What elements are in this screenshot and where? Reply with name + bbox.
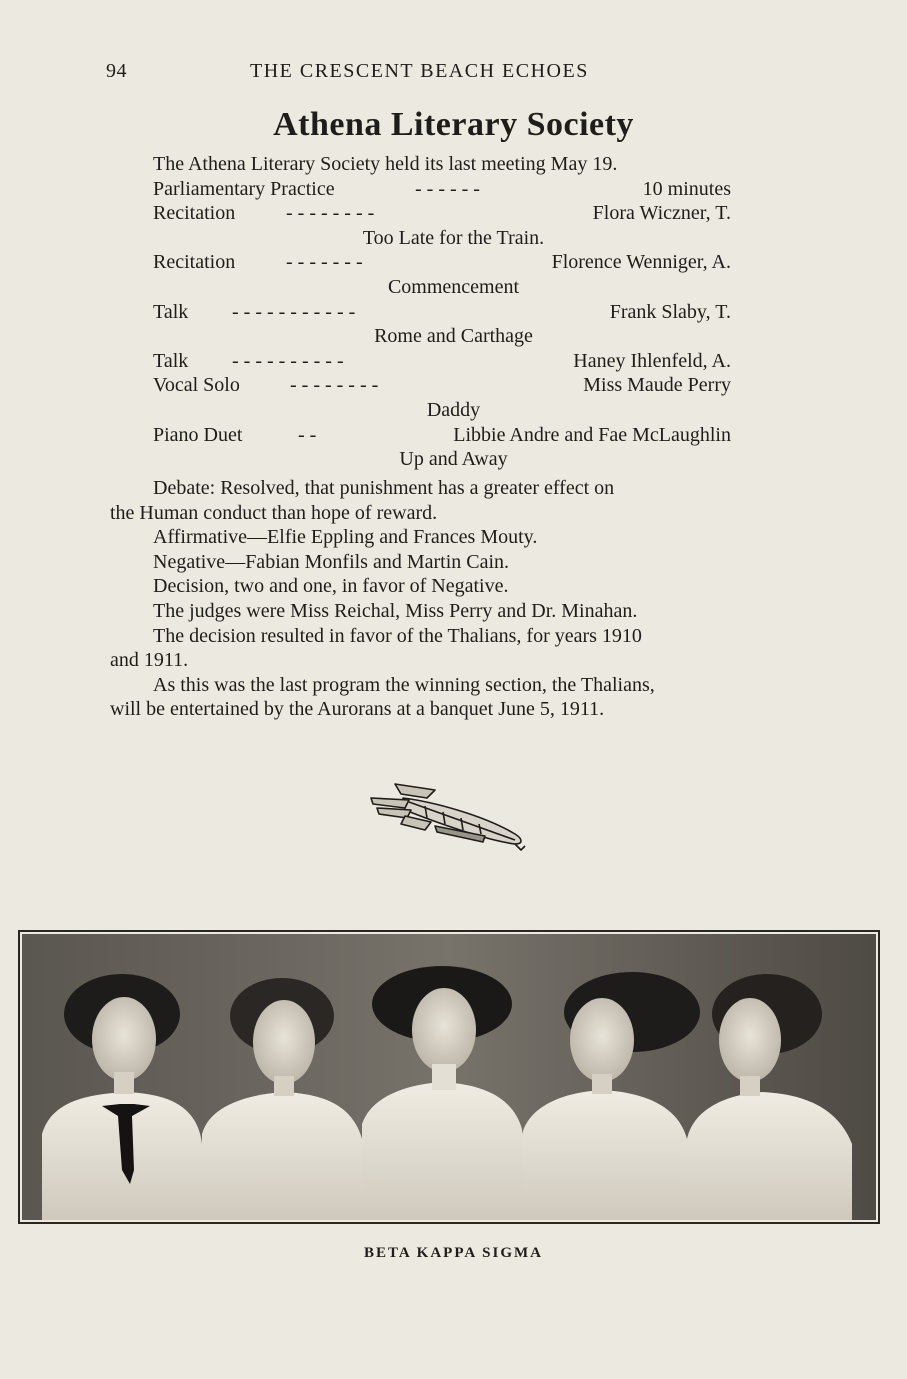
program-item-title: Vocal Solo <box>153 374 240 397</box>
closing-line <box>0 673 907 698</box>
program-item-performer: Miss Maude Perry <box>583 374 731 397</box>
program-item-performer: Flora Wiczner, T. <box>592 202 731 225</box>
program-item <box>0 373 907 398</box>
program-item <box>0 177 907 202</box>
article-title: Athena Literary Society <box>273 106 634 143</box>
program-item-dashes: - - - - - - - <box>286 251 363 274</box>
judges-text: The judges were Miss Reichal, Miss Perry and Dr. Minahan. <box>153 600 638 622</box>
program-subtitle: Up and Away <box>399 448 508 471</box>
program-item-performer: Frank Slaby, T. <box>609 300 731 323</box>
program-subtitle: Commencement <box>387 276 520 298</box>
airship-illustration-icon <box>365 776 530 852</box>
decision-line <box>0 574 907 599</box>
program-subtitle: Daddy <box>426 399 481 421</box>
group-photo-image <box>22 934 876 1220</box>
result-line <box>0 648 907 673</box>
judges-line <box>0 599 907 624</box>
debate-line <box>0 476 907 501</box>
program-subtitle-line <box>0 398 907 423</box>
intro-text: The Athena Literary Society held its last meeting May 19. <box>153 153 618 175</box>
program-item-title: Piano Duet <box>153 423 243 446</box>
program-item-performer: Libbie Andre and Fae McLaughlin <box>453 423 731 446</box>
program-item-dashes: - - - - - - - - <box>290 374 379 397</box>
program-item <box>0 423 907 448</box>
program-subtitle-line <box>0 226 907 251</box>
program-item-title: Talk <box>153 349 189 372</box>
running-head <box>0 60 907 86</box>
negative-line <box>0 550 907 575</box>
program-item-dashes: - - - - - - - - - - <box>232 349 344 372</box>
page-number: 94 <box>106 60 127 82</box>
program-item-title: Parliamentary Practice <box>153 177 335 200</box>
program-item-performer: 10 minutes <box>642 177 731 200</box>
program-item-performer: Haney Ihlenfeld, A. <box>573 349 731 372</box>
debate-line <box>0 501 907 526</box>
program-item <box>0 300 907 325</box>
program-item-title: Talk <box>153 300 189 323</box>
group-photo <box>18 930 880 1224</box>
affirmative-text: Affirmative—Elfie Eppling and Frances Mouty. <box>153 526 538 549</box>
program-subtitle-line <box>0 324 907 349</box>
decision-text: Decision, two and one, in favor of Negative. <box>153 575 509 598</box>
closing-text: will be entertained by the Aurorans at a banquet June 5, 1911. <box>110 698 605 721</box>
program-subtitle-line <box>0 447 907 472</box>
result-text: The decision resulted in favor of the Thalians, for years 1910 <box>153 624 642 647</box>
program-item <box>0 201 907 226</box>
intro-line <box>0 152 907 177</box>
program-subtitle-line <box>0 275 907 300</box>
program-subtitle: Rome and Carthage <box>374 325 533 348</box>
program-item-performer: Florence Wenniger, A. <box>551 251 731 274</box>
program-item-title: Recitation <box>153 202 236 225</box>
debate-text: the Human conduct than hope of reward. <box>110 501 438 524</box>
program-item <box>0 349 907 374</box>
result-line <box>0 624 907 649</box>
program-item-dashes: - - <box>298 423 317 446</box>
program-item-dashes: - - - - - - - - <box>286 202 375 225</box>
program-item-dashes: - - - - - - <box>415 177 480 200</box>
debate-text: Debate: Resolved, that punishment has a greater effect on <box>153 477 615 499</box>
program-item-title: Recitation <box>153 251 236 274</box>
closing-text: As this was the last program the winning section, the Thalians, <box>153 673 655 696</box>
photo-caption: BETA KAPPA SIGMA <box>364 1245 543 1261</box>
closing-line <box>0 697 907 722</box>
program-subtitle: Too Late for the Train. <box>362 226 545 249</box>
negative-text: Negative—Fabian Monfils and Martin Cain. <box>153 550 510 573</box>
program-item-dashes: - - - - - - - - - - - <box>232 300 356 323</box>
journal-title: THE CRESCENT BEACH ECHOES <box>250 60 589 82</box>
program-item <box>0 250 907 275</box>
affirmative-line <box>0 525 907 550</box>
result-text: and 1911. <box>110 649 189 672</box>
